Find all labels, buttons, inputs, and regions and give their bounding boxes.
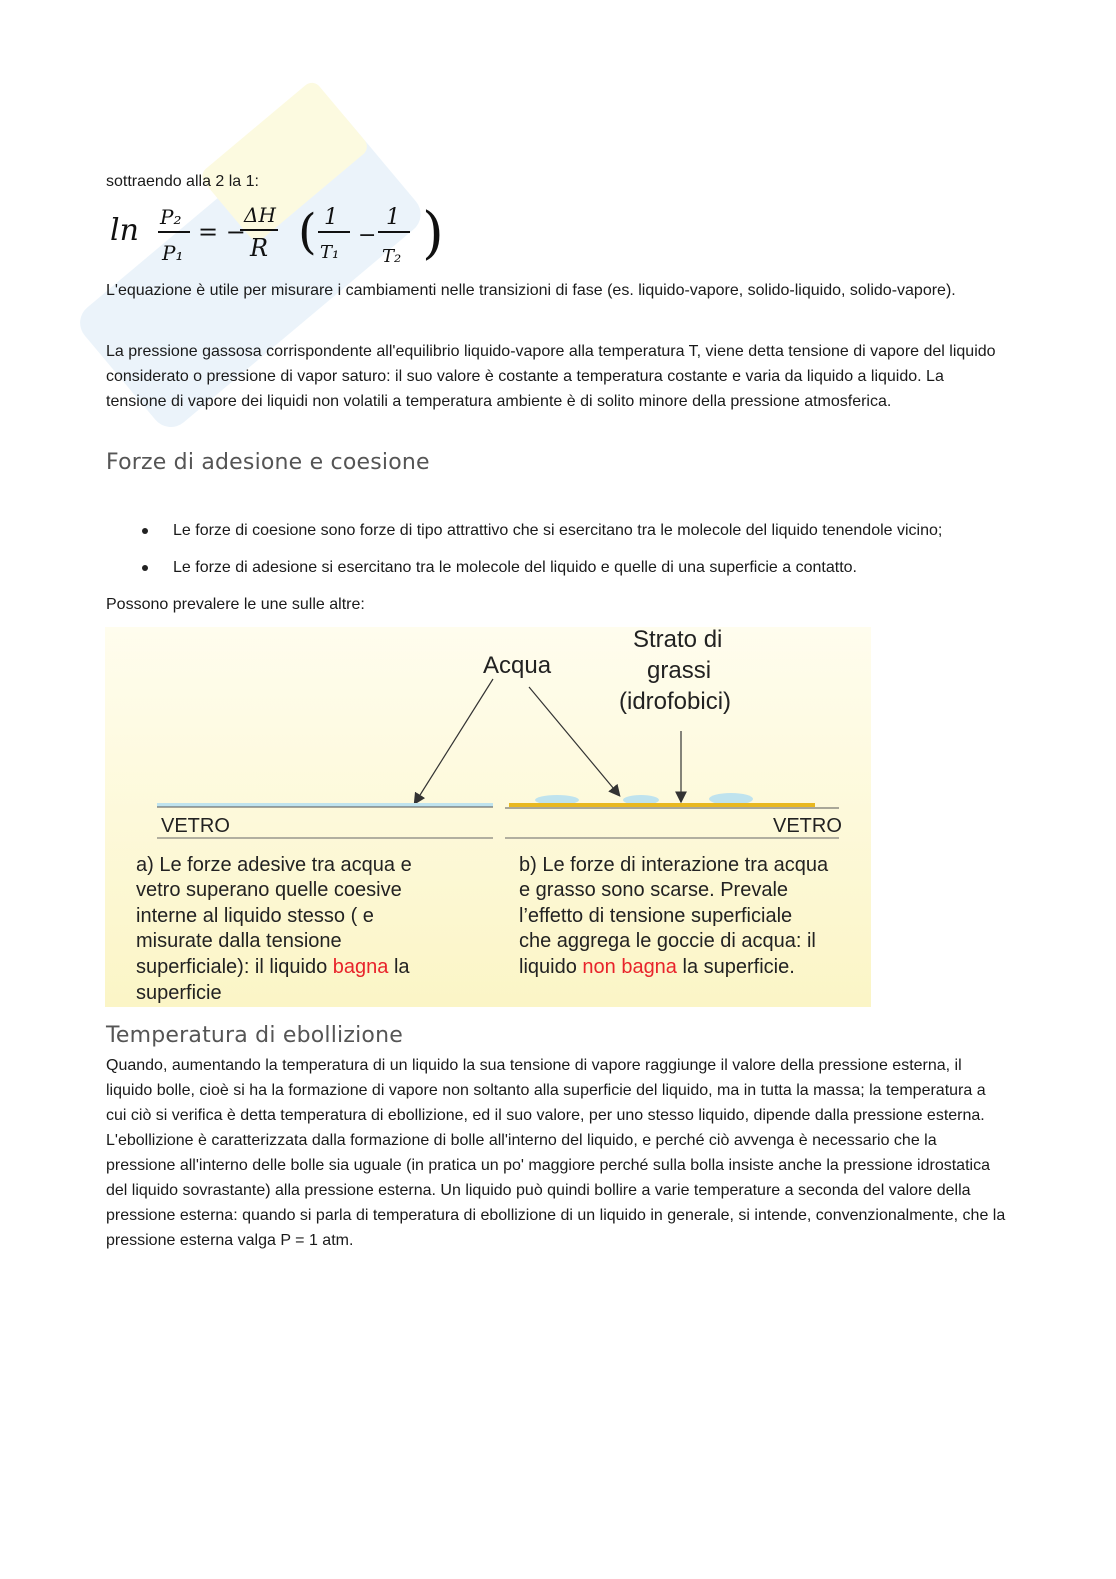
formula-ln: ln	[110, 213, 139, 248]
formula-t2: T₂	[382, 246, 402, 267]
intro-line: sottraendo alla 2 la 1:	[106, 173, 259, 190]
wetting-diagram	[105, 627, 871, 1007]
heading-adhesion-cohesion: Forze di adesione e coesione	[106, 450, 430, 475]
vetro-left: VETRO	[161, 815, 230, 837]
caption-b-post: la superficie.	[676, 956, 795, 978]
formula-p1: P₁	[162, 241, 184, 265]
label-strato-2: grassi	[647, 657, 712, 684]
list-item	[106, 555, 1016, 580]
bullet-dot	[142, 565, 148, 571]
caption-b-line: e grasso sono scarse. Prevale	[519, 879, 789, 901]
formula-one-a: 1	[324, 205, 338, 230]
list-item	[106, 518, 1016, 543]
caption-a-bagna: bagna	[332, 956, 389, 978]
paragraph-boiling: Quando, aumentando la temperatura di un liquido la sua tensione di vapore raggiunge il valore della pressione esterna, il liquido bolle, cioè si ha la formazione di vapore non soltanto alla superficie del liquido, ma in tutta la massa; la temperatura a cui ciò si verifica è detta temperatura di ebollizione, ed il suo valore, per uno stesso liquido, dipende dalla pressione esterna. L'ebollizione è caratterizzata dalla formazione di bolle all'interno del liquido, e perché ciò avvenga è necessario che la pressione all'interno delle bolle sia uguale (in pratica un po' maggiore perché sulla bolla insiste anche la pressione idrostatica del liquido sovrastante) alla pressione esterna. Un liquido può quindi bollire a varie temperature a seconda del valore della pressione esterna: quando si parla di temperatura di ebollizione di un liquido in generale, si intende, convenzionalmente, che la pressione esterna valga P = 1 atm.	[106, 1057, 1006, 1249]
bullet-text-cohesion: Le forze di coesione sono forze di tipo attrattivo che si esercitano tra le molecole del liquido tenendole vicino;	[173, 522, 943, 539]
formula-eq: = −	[198, 218, 246, 246]
formula-one-b: 1	[386, 205, 400, 230]
caption-a-line: a) Le forze adesive tra acqua e	[136, 854, 412, 876]
label-acqua: Acqua	[483, 652, 552, 679]
caption-b-line: che aggrega le goccie di acqua: il	[519, 930, 816, 952]
formula-paren-open: (	[298, 204, 317, 260]
formula-paren-close: )	[422, 201, 444, 266]
formula-dh: ΔH	[244, 203, 276, 227]
caption-a-line-5	[136, 956, 410, 978]
grease-layer	[509, 803, 815, 807]
caption-b-non-bagna: non bagna	[582, 956, 677, 978]
caption-a-line: superficie	[136, 982, 222, 1004]
bullet-dot	[142, 528, 148, 534]
caption-b-line-5	[519, 956, 795, 978]
forces-bullet-list	[106, 518, 1016, 580]
bullet-text-adhesion: Le forze di adesione si esercitano tra le molecole del liquido e quelle di una superficie a contatto.	[173, 559, 857, 576]
paragraph-vapor-pressure: La pressione gassosa corrispondente all'equilibrio liquido-vapore alla temperatura T, viene detta tensione di vapore del liquido considerato o pressione di vapor saturo: il suo valore è costante a temperatura costante e varia da liquido a liquido. La tensione di vapore dei liquidi non volatili a temperatura ambiente è di solito minore della pressione atmosferica.	[106, 343, 996, 410]
label-strato-1: Strato di	[633, 627, 723, 653]
caption-a-line: interne al liquido stesso ( e	[136, 905, 374, 927]
paragraph-equation-use: L'equazione è utile per misurare i cambiamenti nelle transizioni di fase (es. liquido-vapore, solido-liquido, solido-vapore).	[106, 282, 956, 299]
label-strato-3: (idrofobici)	[619, 688, 732, 715]
caption-b-line: b) Le forze di interazione tra acqua	[519, 854, 829, 876]
caption-a-line: misurate dalla tensione	[136, 930, 342, 952]
caption-a-line: vetro superano quelle coesive	[136, 879, 402, 901]
water-film	[157, 803, 493, 807]
formula-t1: T₁	[320, 242, 340, 263]
vetro-right: VETRO	[773, 815, 842, 837]
formula-minus: −	[358, 223, 377, 248]
caption-b-pre: liquido	[519, 956, 583, 978]
caption-b-line: l’effetto di tensione superficiale	[519, 905, 793, 927]
caption-a-pre: superficiale): il liquido	[136, 956, 333, 978]
caption-a-post: la	[388, 956, 410, 978]
lead-text: Possono prevalere le une sulle altre:	[106, 596, 365, 613]
formula-r: R	[250, 234, 269, 262]
heading-boiling-temperature: Temperatura di ebollizione	[106, 1023, 403, 1048]
handwritten-formula	[106, 196, 456, 272]
formula-p2: P₂	[160, 205, 182, 229]
